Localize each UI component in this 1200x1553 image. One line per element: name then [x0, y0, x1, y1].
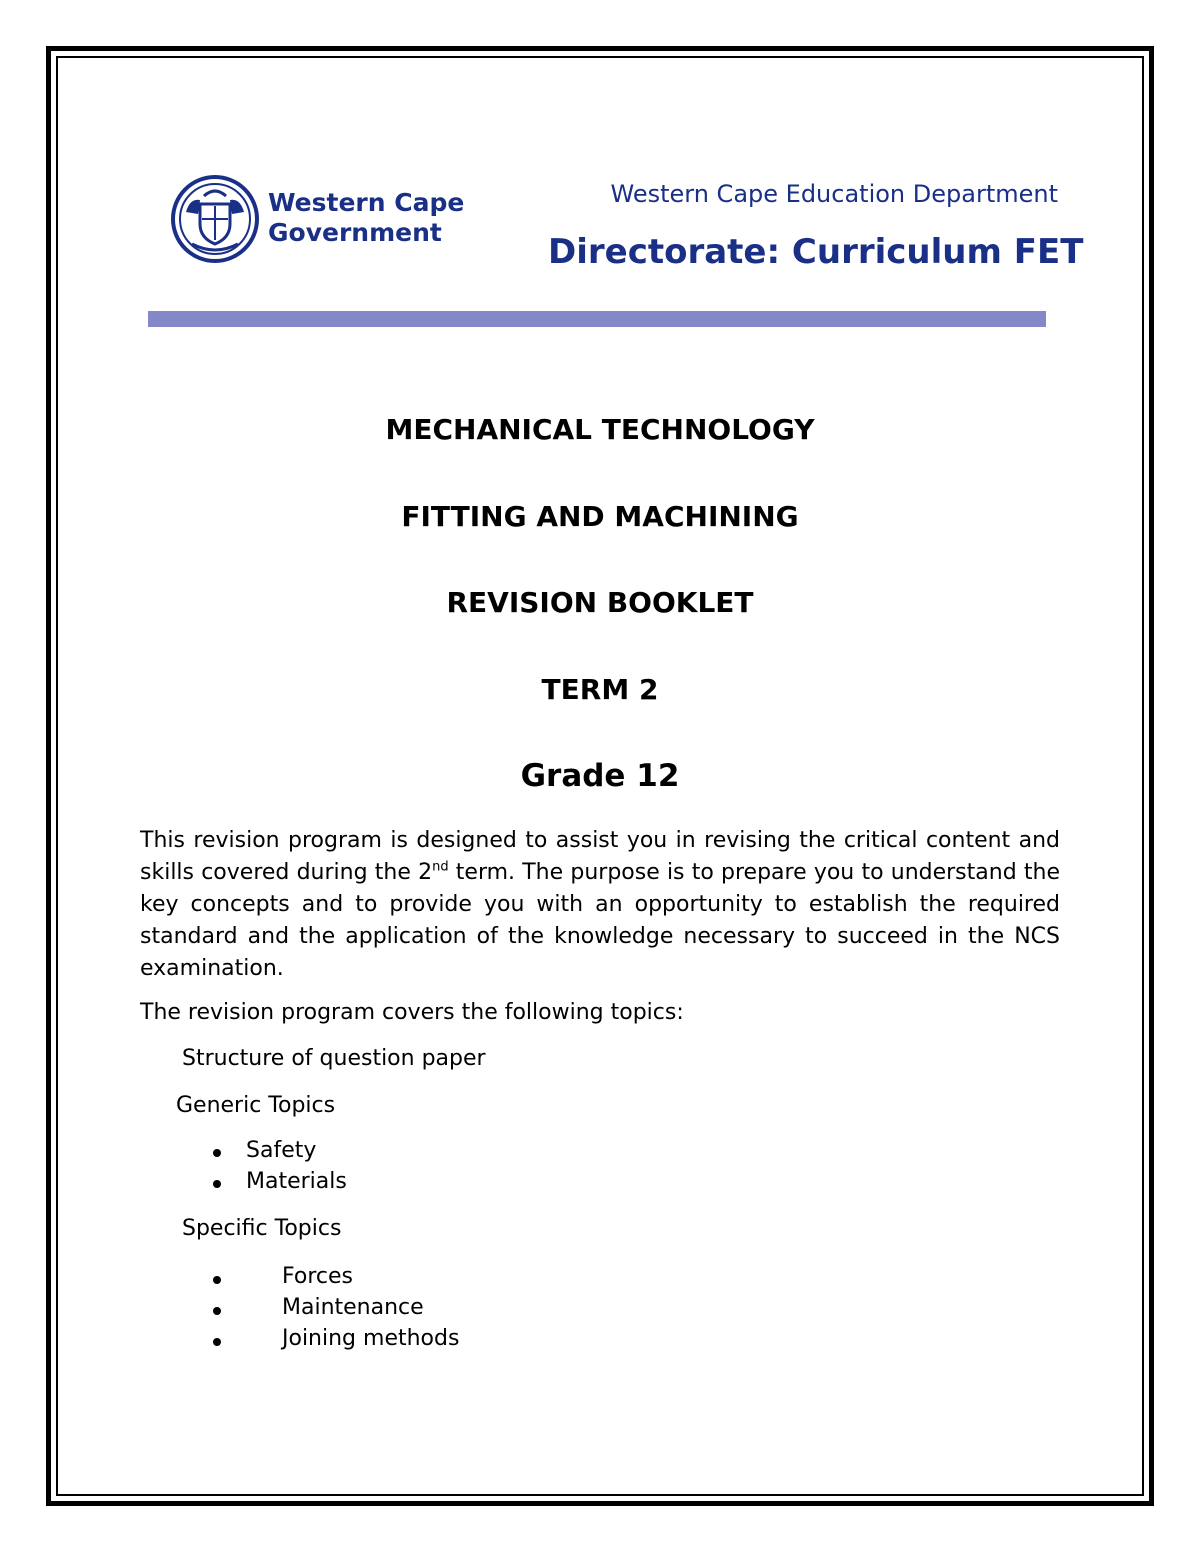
intro-text-start: This revision program is designed to assist you in revising the critical content and skills covered during the 2 [140, 828, 1060, 885]
generic-topics-heading: Generic Topics [176, 1093, 336, 1118]
intro-paragraph [140, 825, 1060, 985]
intro-superscript: nd [432, 859, 449, 875]
wcg-logo [170, 174, 480, 264]
department-name: Western Cape Education Department [610, 180, 1058, 208]
coat-of-arms-icon [170, 174, 260, 264]
grade-title: Grade 12 [520, 758, 680, 794]
specific-topic-item: Forces [282, 1264, 353, 1289]
structure-heading: Structure of question paper [182, 1046, 486, 1071]
logo-line-1: Western Cape [268, 188, 465, 217]
bullet-icon [213, 1276, 221, 1284]
specific-topics-heading: Specific Topics [182, 1216, 342, 1241]
logo-line-2: Government [268, 218, 442, 247]
subject-title: MECHANICAL TECHNOLOGY [385, 413, 815, 446]
bullet-icon [213, 1338, 221, 1346]
topics-intro: The revision program covers the following topics: [140, 1000, 684, 1025]
directorate-name: Directorate: Curriculum FET [548, 232, 1084, 272]
specific-topic-item: Maintenance [282, 1295, 424, 1320]
intro-text-end: term. The purpose is to prepare you to understand the key concepts and to provide you with an opportunity to establish the required standard and the application of the knowledge necessary to succeed in the NCS examination. [140, 860, 1060, 981]
specialisation-title: FITTING AND MACHINING [401, 500, 799, 533]
generic-topic-item: Safety [246, 1138, 317, 1163]
booklet-title: REVISION BOOKLET [446, 586, 754, 619]
bullet-icon [213, 1180, 221, 1188]
generic-topic-item: Materials [246, 1169, 347, 1194]
bullet-icon [213, 1149, 221, 1157]
specific-topic-item: Joining methods [282, 1326, 460, 1351]
header-rule [148, 311, 1046, 327]
term-title: TERM 2 [541, 673, 659, 706]
bullet-icon [213, 1307, 221, 1315]
